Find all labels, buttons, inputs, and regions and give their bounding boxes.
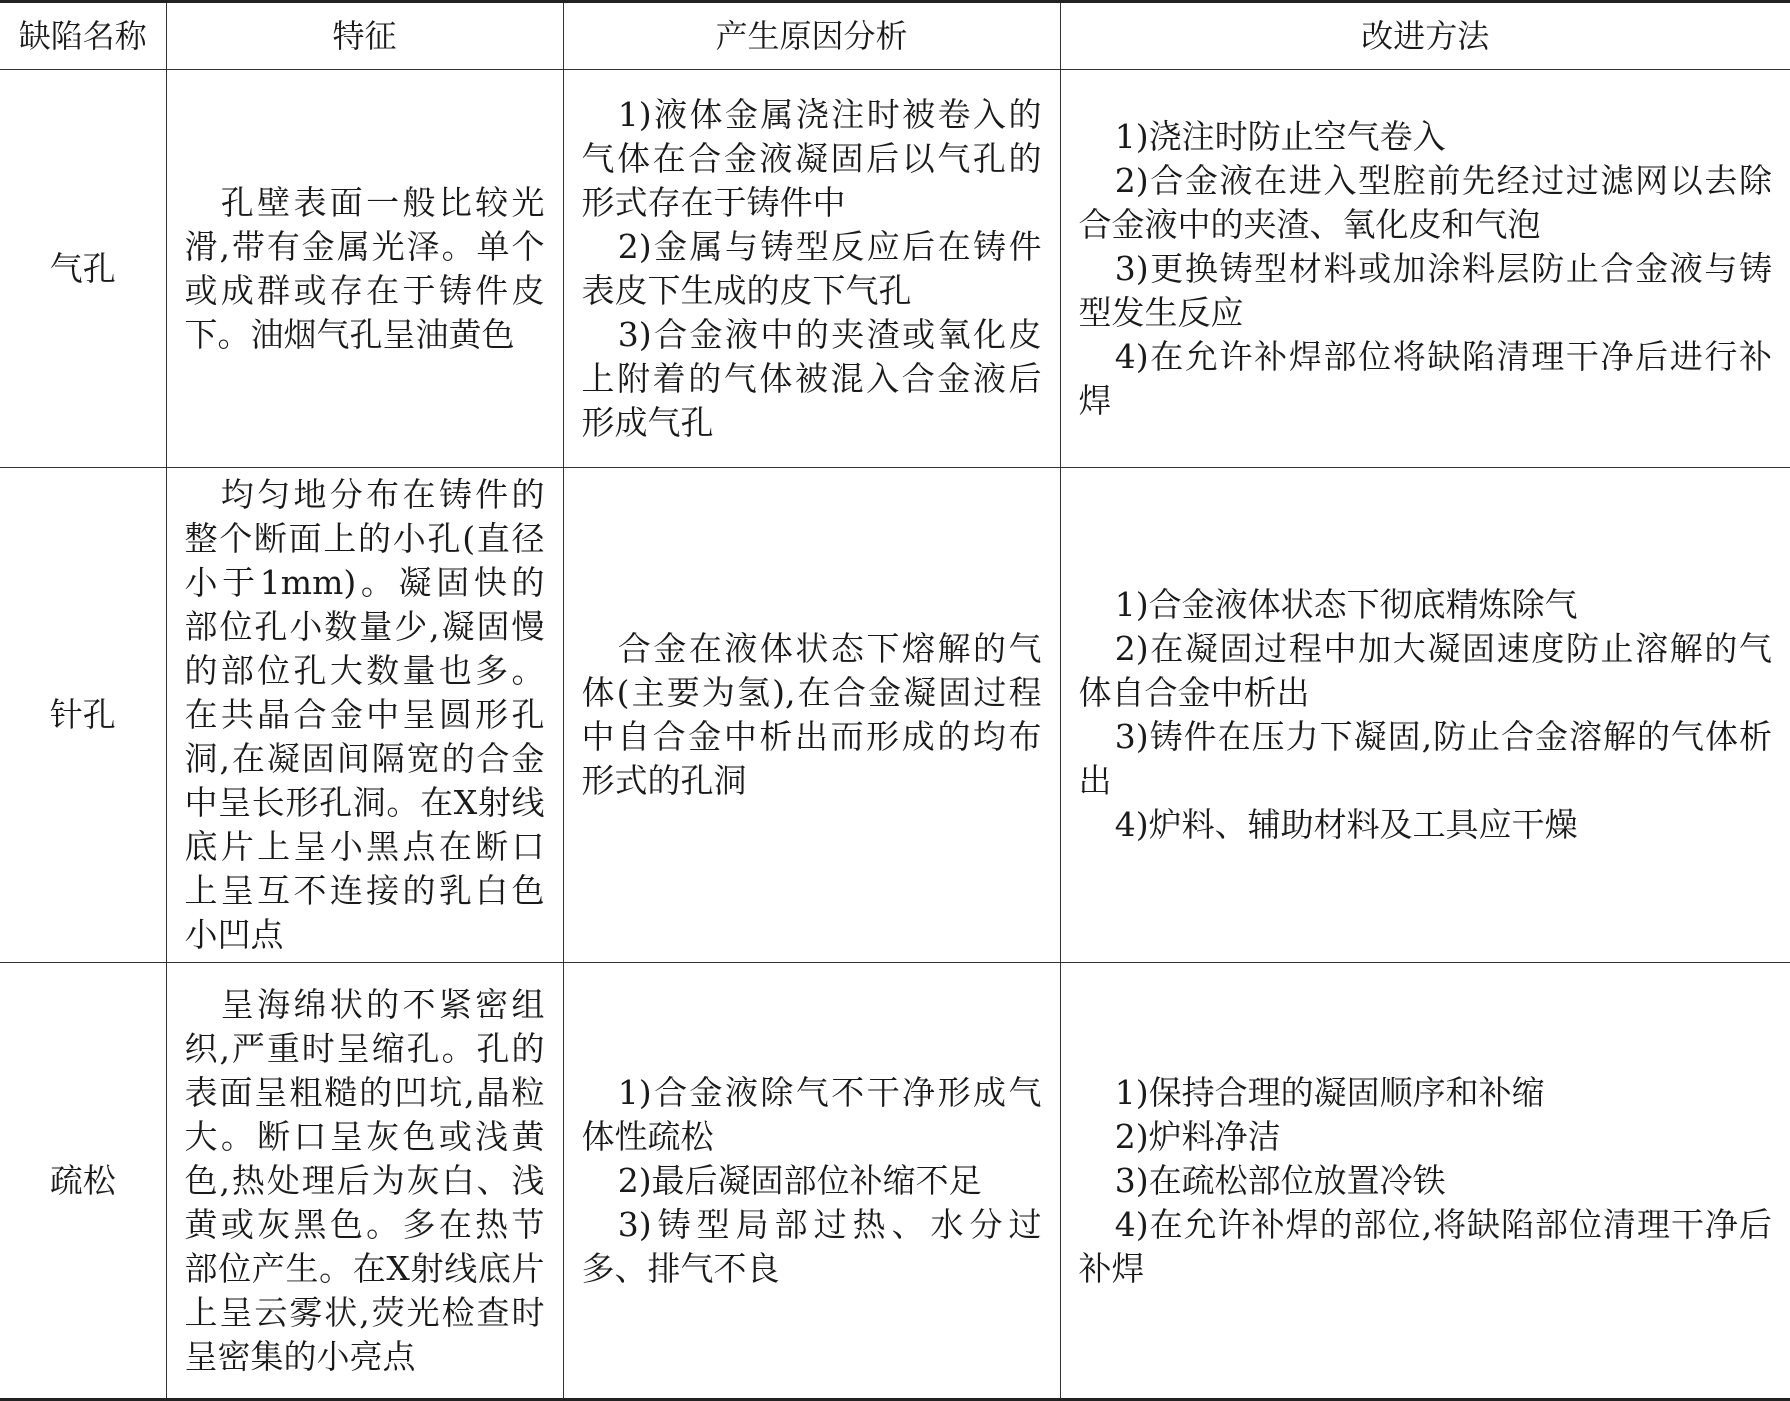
defect-name-cell: 气孔 [0, 70, 166, 468]
fix-item: 4)在允许补焊的部位,将缺陷部位清理干净后补焊 [1078, 1204, 1772, 1288]
fix-item: 3)在疏松部位放置冷铁 [1114, 1160, 1446, 1200]
features-cell [166, 70, 563, 468]
fixes-cell [1060, 963, 1790, 1400]
table-header-row [0, 2, 1790, 70]
cause-item: 2)金属与铸型反应后在铸件表皮下生成的皮下气孔 [581, 226, 1042, 310]
table-row [0, 468, 1790, 963]
fix-item: 1)浇注时防止空气卷入 [1114, 116, 1446, 156]
fix-item: 2)炉料净洁 [1114, 1116, 1281, 1156]
features-text: 均匀地分布在铸件的整个断面上的小孔(直径小于1mm)。凝固快的部位孔小数量少,凝固慢的部位孔大数量也多。在共晶合金中呈圆形孔洞,在凝固间隔宽的合金中呈长形孔洞。在X射线底片上呈小黑点在断口上呈互不连接的乳白色小凹点 [184, 475, 545, 954]
defect-name-cell: 针孔 [0, 468, 166, 963]
fixes-cell [1060, 70, 1790, 468]
fix-item: 2)在凝固过程中加大凝固速度防止溶解的气体自合金中析出 [1078, 629, 1772, 712]
header-defect-name: 缺陷名称 [0, 2, 166, 70]
causes-cell [563, 70, 1060, 468]
features-text: 孔壁表面一般比较光滑,带有金属光泽。单个或成群或存在于铸件皮下。油烟气孔呈油黄色 [184, 182, 545, 354]
fix-item: 2)合金液在进入型腔前先经过过滤网以去除合金液中的夹渣、氧化皮和气泡 [1078, 160, 1772, 244]
causes-cell [563, 468, 1060, 963]
cause-item: 3)铸型局部过热、水分过多、排气不良 [581, 1204, 1042, 1288]
cause-item: 1)液体金属浇注时被卷入的气体在合金液凝固后以气孔的形式存在于铸件中 [581, 94, 1042, 222]
fix-item: 1)合金液体状态下彻底精炼除气 [1114, 585, 1578, 624]
defect-name-cell: 疏松 [0, 963, 166, 1400]
table-row [0, 963, 1790, 1400]
cause-item: 合金在液体状态下熔解的气体(主要为氢),在合金凝固过程中自合金中析出而形成的均布形式的孔洞 [581, 629, 1042, 800]
cause-item: 1)合金液除气不干净形成气体性疏松 [581, 1072, 1042, 1156]
causes-cell [563, 963, 1060, 1400]
cause-item: 2)最后凝固部位补缩不足 [617, 1160, 982, 1200]
fix-item: 4)在允许补焊部位将缺陷清理干净后进行补焊 [1078, 336, 1772, 420]
features-cell [166, 963, 563, 1400]
fix-item: 3)更换铸型材料或加涂料层防止合金液与铸型发生反应 [1078, 248, 1772, 332]
header-features: 特征 [166, 2, 563, 70]
fix-item: 1)保持合理的凝固顺序和补缩 [1114, 1072, 1545, 1112]
cause-item: 3)合金液中的夹渣或氧化皮上附着的气体被混入合金液后形成气孔 [581, 314, 1042, 442]
header-cause-analysis: 产生原因分析 [563, 2, 1060, 70]
header-improvement-methods: 改进方法 [1060, 2, 1790, 70]
features-cell [166, 468, 563, 963]
fixes-cell [1060, 468, 1790, 963]
table-row [0, 70, 1790, 468]
features-text: 呈海绵状的不紧密组织,严重时呈缩孔。孔的表面呈粗糙的凹坑,晶粒大。断口呈灰色或浅黄色,热处理后为灰白、浅黄或灰黑色。多在热节部位产生。在X射线底片上呈云雾状,荧光检查时呈密集的小亮点 [184, 984, 545, 1376]
fix-item: 4)炉料、辅助材料及工具应干燥 [1114, 805, 1578, 844]
fix-item: 3)铸件在压力下凝固,防止合金溶解的气体析出 [1078, 717, 1772, 800]
